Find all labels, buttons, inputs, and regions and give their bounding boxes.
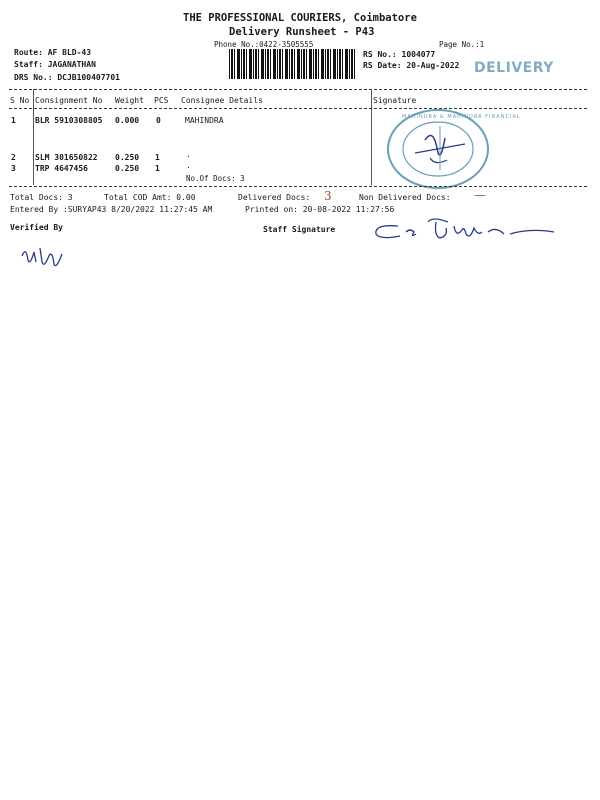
staff-signature-label: Staff Signature: [263, 225, 336, 234]
row2-pcs: 1: [155, 153, 160, 162]
row3-consignment: TRP 4647456: [35, 164, 88, 173]
seal-text: MAHINDRA & MAHINDRA FINANCIAL: [402, 114, 521, 120]
row1-consignee: MAHINDRA: [185, 116, 224, 125]
company-seal-icon: [385, 108, 491, 190]
row1-sno: 1: [11, 116, 16, 125]
rs-number: RS No.: 1004077: [363, 50, 436, 59]
row1-weight: 0.000: [115, 116, 140, 125]
no-of-docs: No.Of Docs: 3: [186, 174, 245, 183]
page-number: Page No.:1: [439, 40, 485, 49]
non-delivered-docs-label: Non Delivered Docs:: [359, 193, 451, 202]
header-bottom-rule: [9, 108, 587, 109]
staff-signature-icon: [370, 214, 556, 244]
verified-by-label: Verified By: [10, 223, 63, 232]
row3-weight: 0.250: [115, 164, 140, 173]
column-divider: [371, 89, 372, 185]
staff-label: Staff: JAGANATHAN: [14, 60, 96, 69]
header-weight: Weight: [115, 96, 144, 105]
header-pcs: PCS: [154, 96, 169, 105]
drs-number: DRS No.: DCJB100407701: [14, 73, 120, 82]
runsheet-title: Delivery Runsheet - P43: [229, 26, 375, 38]
barcode-image: [229, 49, 357, 79]
row3-sno: 3: [11, 164, 16, 173]
header-consignment: Consignment No: [35, 96, 103, 105]
route-label: Route: AF BLD-43: [14, 48, 92, 57]
header-consignee: Consignee Details: [181, 96, 263, 105]
entered-by: Entered By :SURYAP43 8/20/2022 11:27:45 AM: [10, 205, 213, 214]
phone-number: Phone No.:0422-3505555: [214, 40, 314, 49]
table-bottom-rule: [9, 186, 587, 187]
non-delivered-docs-value: —: [474, 188, 486, 202]
row2-weight: 0.250: [115, 153, 140, 162]
row1-pcs: 0: [156, 116, 161, 125]
rs-date: RS Date: 20-Aug-2022: [363, 61, 460, 70]
company-title: THE PROFESSIONAL COURIERS, Coimbatore: [183, 12, 417, 24]
row2-consignment: SLM 301650822: [35, 153, 98, 162]
total-docs: Total Docs: 3: [10, 193, 73, 202]
row3-consignee: .: [186, 161, 191, 170]
row3-pcs: 1: [155, 164, 160, 173]
row2-consignee: .: [186, 150, 191, 159]
delivery-stamp: DELIVERY: [474, 60, 554, 76]
total-cod: Total COD Amt: 0.00: [104, 193, 196, 202]
table-top-rule: [9, 89, 587, 90]
header-signature: Signature: [373, 96, 417, 105]
header-sno: S No: [10, 96, 30, 105]
delivered-docs-value: 3: [324, 189, 332, 203]
row1-consignment: BLR 5910308805: [35, 116, 103, 125]
verifier-signature-icon: [18, 240, 66, 270]
column-divider: [33, 89, 34, 185]
printed-on: Printed on: 20-08-2022 11:27:56: [245, 205, 395, 214]
delivered-docs-label: Delivered Docs:: [238, 193, 311, 202]
row2-sno: 2: [11, 153, 16, 162]
